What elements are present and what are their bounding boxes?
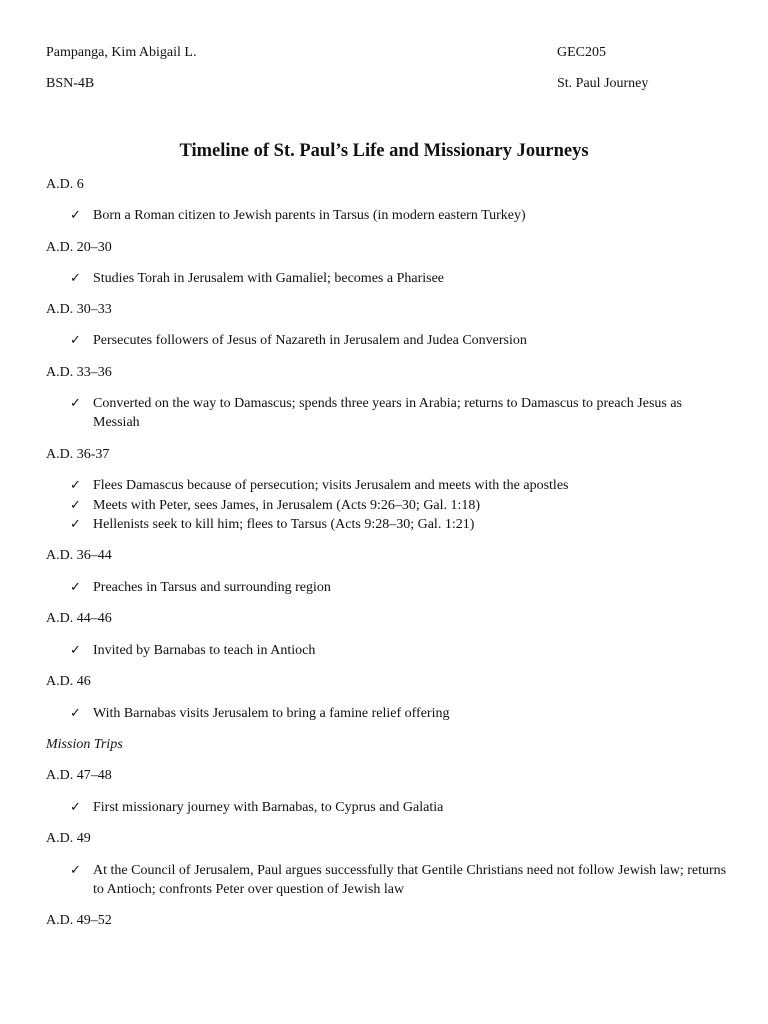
check-icon: ✓	[70, 863, 81, 878]
timeline-item	[70, 515, 730, 534]
timeline-item-text: Studies Torah in Jerusalem with Gamaliel; becomes a Pharisee	[93, 271, 445, 286]
timeline-item-text: Meets with Peter, sees James, in Jerusalem (Acts 9:26–30; Gal. 1:18)	[93, 498, 481, 513]
timeline-period: A.D. 49–52	[46, 913, 112, 928]
timeline-item	[70, 861, 730, 899]
timeline-period: A.D. 33–36	[46, 365, 112, 380]
timeline-item	[70, 578, 730, 597]
timeline-item-text: Converted on the way to Damascus; spends three years in Arabia; returns to Damascus to preach Jesus as Messiah	[93, 396, 683, 430]
timeline-period: A.D. 20–30	[46, 240, 112, 255]
timeline-item	[70, 331, 730, 350]
check-icon: ✓	[70, 208, 81, 223]
timeline-period: A.D. 44–46	[46, 611, 112, 626]
timeline-period: A.D. 47–48	[46, 768, 112, 783]
timeline-item-text: Persecutes followers of Jesus of Nazareth in Jerusalem and Judea Conversion	[93, 333, 527, 348]
timeline-item	[70, 394, 730, 432]
timeline-item	[70, 704, 730, 723]
timeline-item	[70, 476, 730, 495]
timeline-period: A.D. 30–33	[46, 302, 112, 317]
course-code: GEC205	[557, 45, 606, 60]
check-icon: ✓	[70, 706, 81, 721]
timeline-item-text: Preaches in Tarsus and surrounding region	[93, 580, 331, 595]
check-icon: ✓	[70, 517, 81, 532]
timeline-item	[70, 641, 730, 660]
check-icon: ✓	[70, 800, 81, 815]
assignment-topic: St. Paul Journey	[557, 76, 649, 91]
timeline-item-text: Flees Damascus because of persecution; visits Jerusalem and meets with the apostles	[93, 478, 569, 493]
timeline-item-text: With Barnabas visits Jerusalem to bring a famine relief offering	[93, 706, 450, 721]
timeline-period: A.D. 49	[46, 831, 91, 846]
check-icon: ✓	[70, 271, 81, 286]
check-icon: ✓	[70, 478, 81, 493]
mission-trips-heading: Mission Trips	[46, 737, 123, 752]
timeline-item-text: First missionary journey with Barnabas, to Cyprus and Galatia	[93, 800, 444, 815]
timeline-item	[70, 496, 730, 515]
timeline-item	[70, 206, 730, 225]
document-title: Timeline of St. Paul’s Life and Missionary Journeys	[179, 141, 589, 161]
timeline-item-text: Hellenists seek to kill him; flees to Tarsus (Acts 9:28–30; Gal. 1:21)	[93, 517, 475, 532]
timeline-item-text: Born a Roman citizen to Jewish parents in Tarsus (in modern eastern Turkey)	[93, 208, 526, 223]
check-icon: ✓	[70, 333, 81, 348]
check-icon: ✓	[70, 580, 81, 595]
timeline-item-text: Invited by Barnabas to teach in Antioch	[93, 643, 316, 658]
timeline-period: A.D. 36–44	[46, 548, 112, 563]
timeline-period: A.D. 46	[46, 674, 91, 689]
student-section: BSN-4B	[46, 76, 95, 91]
student-name: Pampanga, Kim Abigail L.	[46, 45, 197, 60]
timeline-item	[70, 798, 730, 817]
check-icon: ✓	[70, 643, 81, 658]
timeline-period: A.D. 36-37	[46, 447, 110, 462]
check-icon: ✓	[70, 396, 81, 411]
timeline-period: A.D. 6	[46, 177, 84, 192]
check-icon: ✓	[70, 498, 81, 513]
timeline-item	[70, 269, 730, 288]
timeline-item-text: At the Council of Jerusalem, Paul argues successfully that Gentile Christians need not follow Jewish law; returns to Antioch; confronts Peter over question of Jewish law	[93, 863, 727, 897]
